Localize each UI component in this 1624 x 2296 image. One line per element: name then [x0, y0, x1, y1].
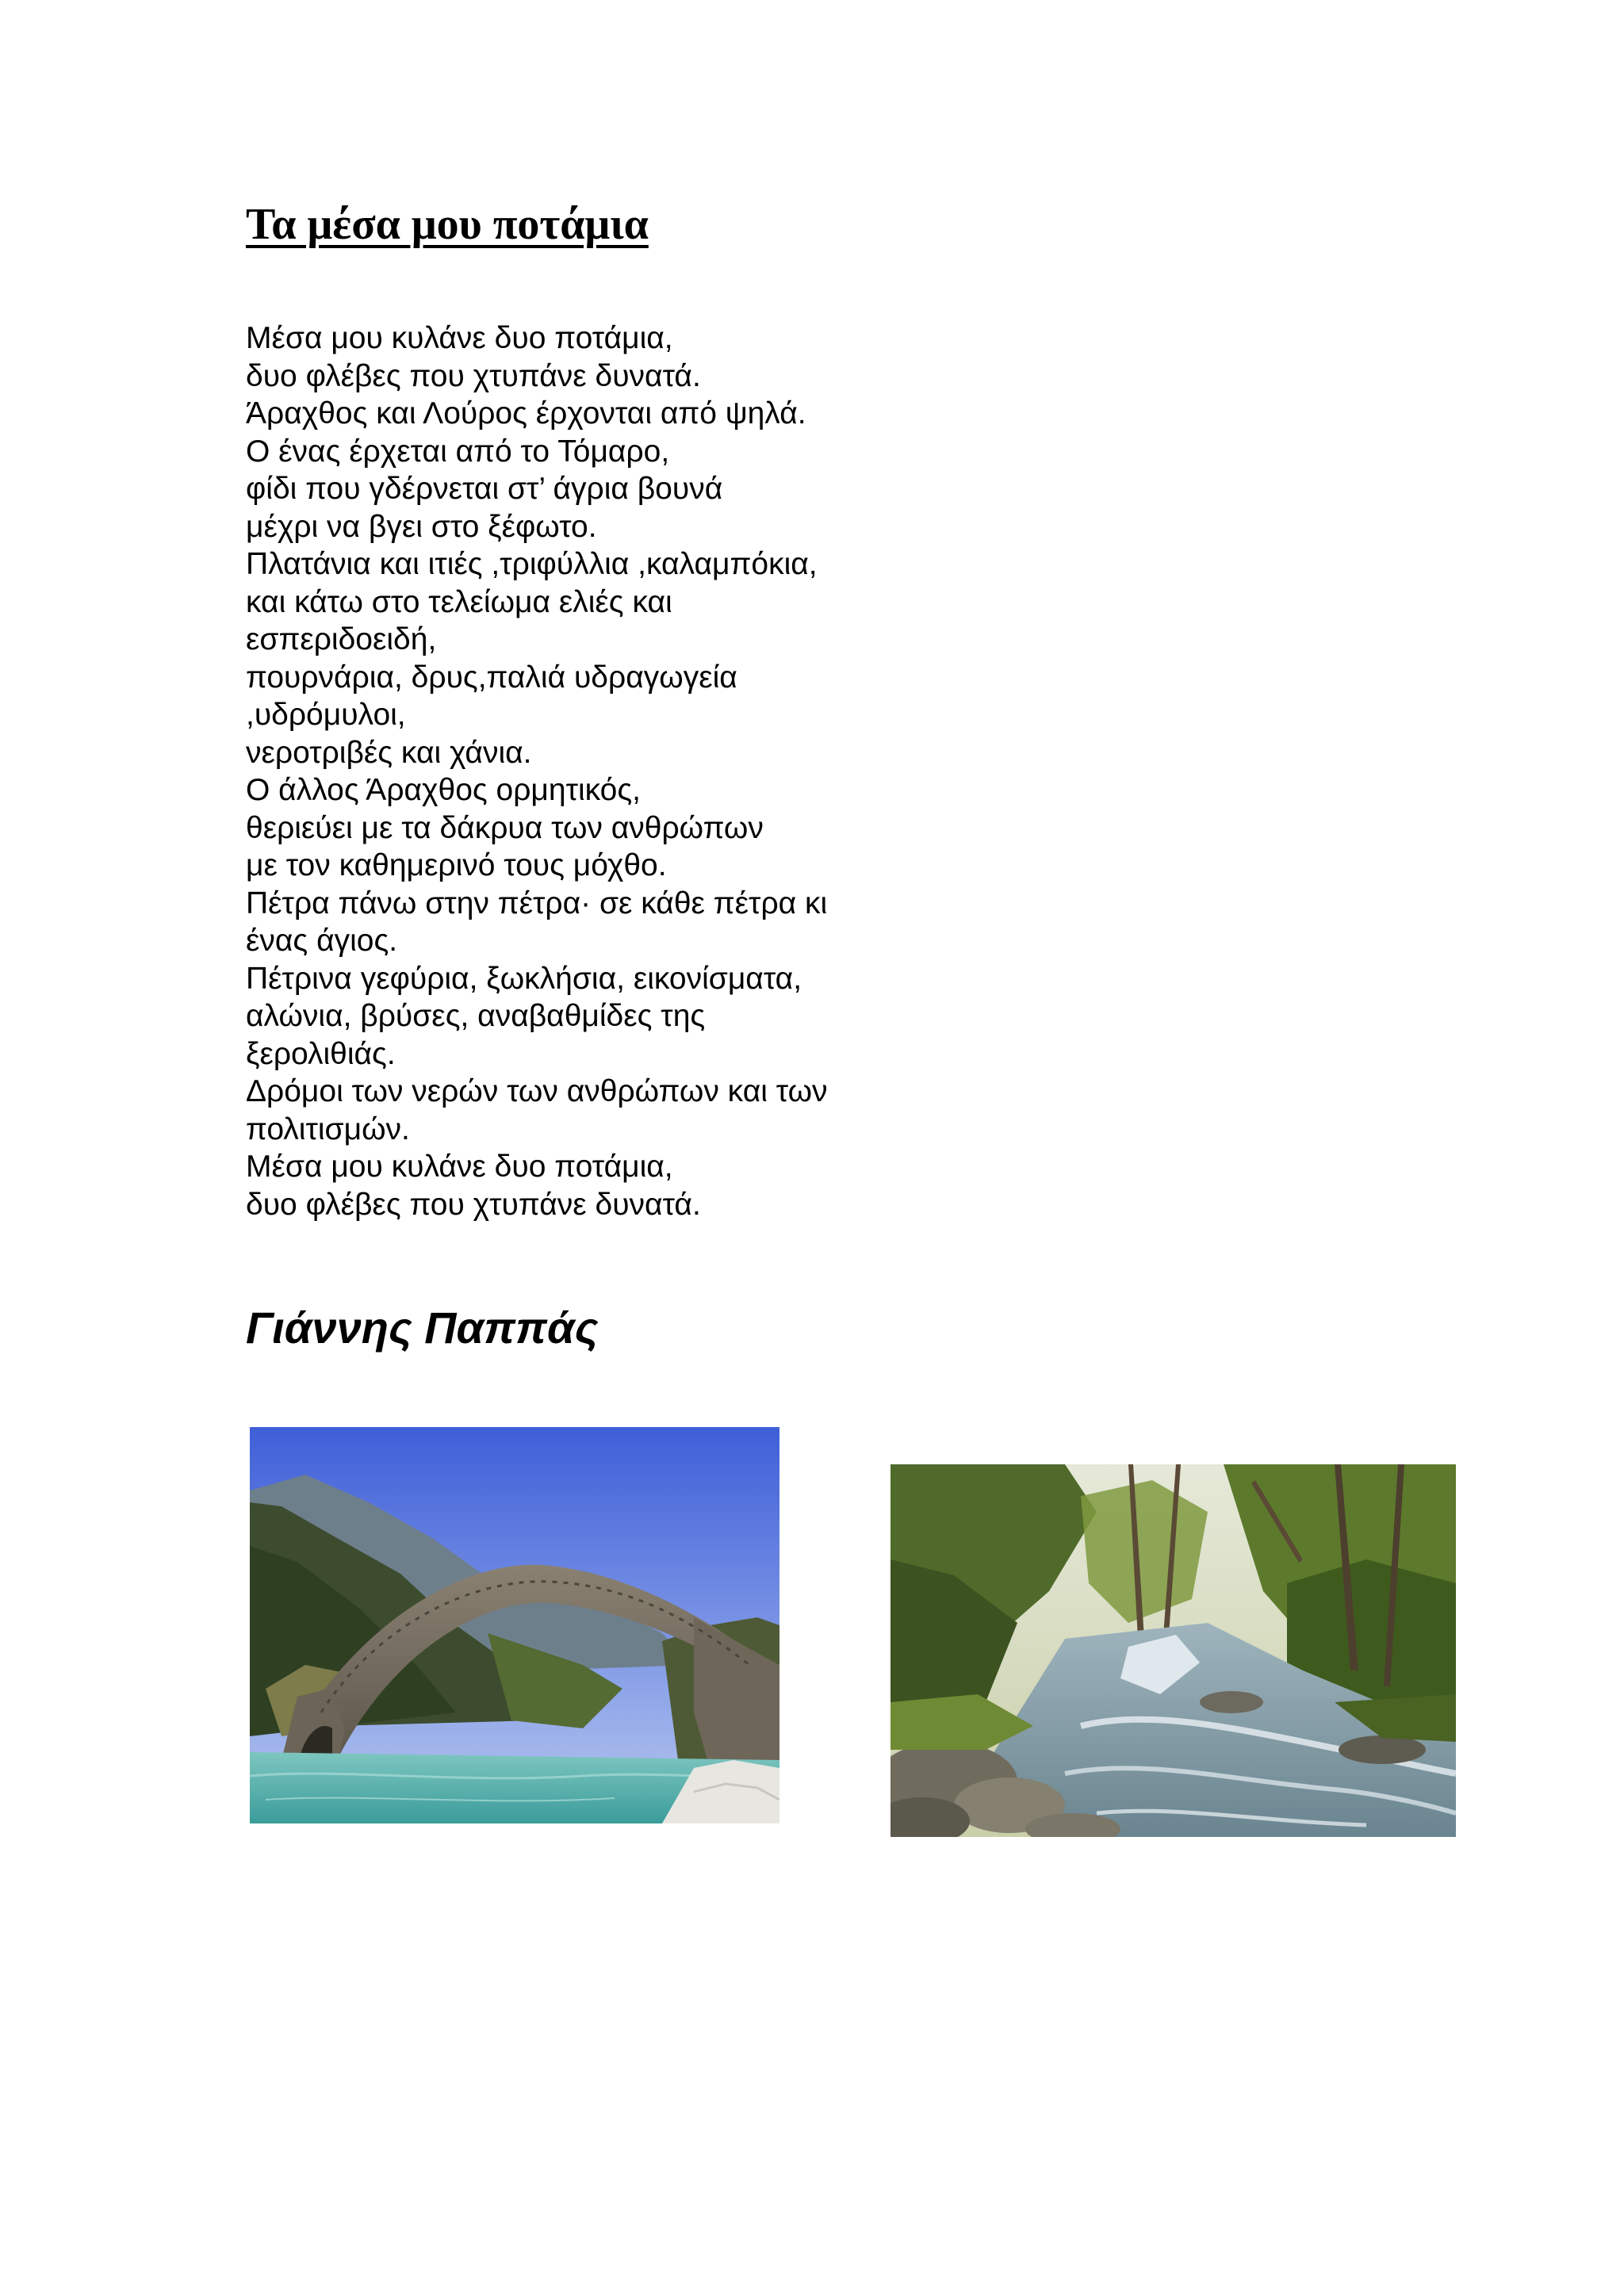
- poem-author: Γιάννης Παππάς: [246, 1303, 599, 1353]
- poem-line: ένας άγιος.: [246, 924, 398, 958]
- poem-line: Μέσα μου κυλάνε δυο ποτάμια,: [246, 321, 673, 355]
- poem-line: και κάτω στο τελείωμα ελιές και: [246, 584, 672, 619]
- poem-line: πολιτισμών.: [246, 1112, 410, 1146]
- poem-line: νεροτριβές και χάνια.: [246, 735, 532, 770]
- poem-line: με τον καθημερινό τους μόχθο.: [246, 848, 667, 882]
- poem-line: φίδι που γδέρνεται στ’ άγρια βουνά: [246, 472, 723, 506]
- poem-line: Πέτρινα γεφύρια, ξωκλήσια, εικονίσματα,: [246, 961, 802, 996]
- poem-title: Τα μέσα μου ποτάμια: [246, 200, 649, 249]
- poem-line: αλώνια, βρύσες, αναβαθμίδες της: [246, 999, 706, 1033]
- poem-line: Μέσα μου κυλάνε δυο ποτάμια,: [246, 1150, 673, 1184]
- poem-line: Ο ένας έρχεται από το Τόμαρο,: [246, 434, 670, 469]
- poem-line: Πέτρα πάνω στην πέτρα· σε κάθε πέτρα κι: [246, 886, 828, 920]
- poem-line: ξερολιθιάς.: [246, 1036, 396, 1071]
- poem-line: μέχρι να βγει στο ξέφωτο.: [246, 509, 597, 544]
- stream-photo: [891, 1464, 1456, 1837]
- poem-line: εσπεριδοειδή,: [246, 622, 437, 656]
- poem-line: Άραχθος και Λούρος έρχονται από ψηλά.: [246, 396, 806, 430]
- poem-line: ,υδρόμυλοι,: [246, 698, 406, 732]
- bridge-photo: [250, 1427, 779, 1823]
- poem-line: πουρνάρια, δρυς,παλιά υδραγωγεία: [246, 660, 737, 695]
- poem-line: δυο φλέβες που χτυπάνε δυνατά.: [246, 358, 701, 393]
- poem-body: [246, 320, 1039, 1223]
- poem-line: Δρόμοι των νερών των ανθρώπων και των: [246, 1074, 828, 1108]
- poem-line: Ο άλλος Άραχθος ορμητικός,: [246, 773, 641, 807]
- poem-line: Πλατάνια και ιτιές ,τριφύλλια ,καλαμπόκια,: [246, 547, 818, 581]
- poem-line: θεριεύει με τα δάκρυα των ανθρώπων: [246, 810, 764, 845]
- poem-line: δυο φλέβες που χτυπάνε δυνατά.: [246, 1187, 701, 1222]
